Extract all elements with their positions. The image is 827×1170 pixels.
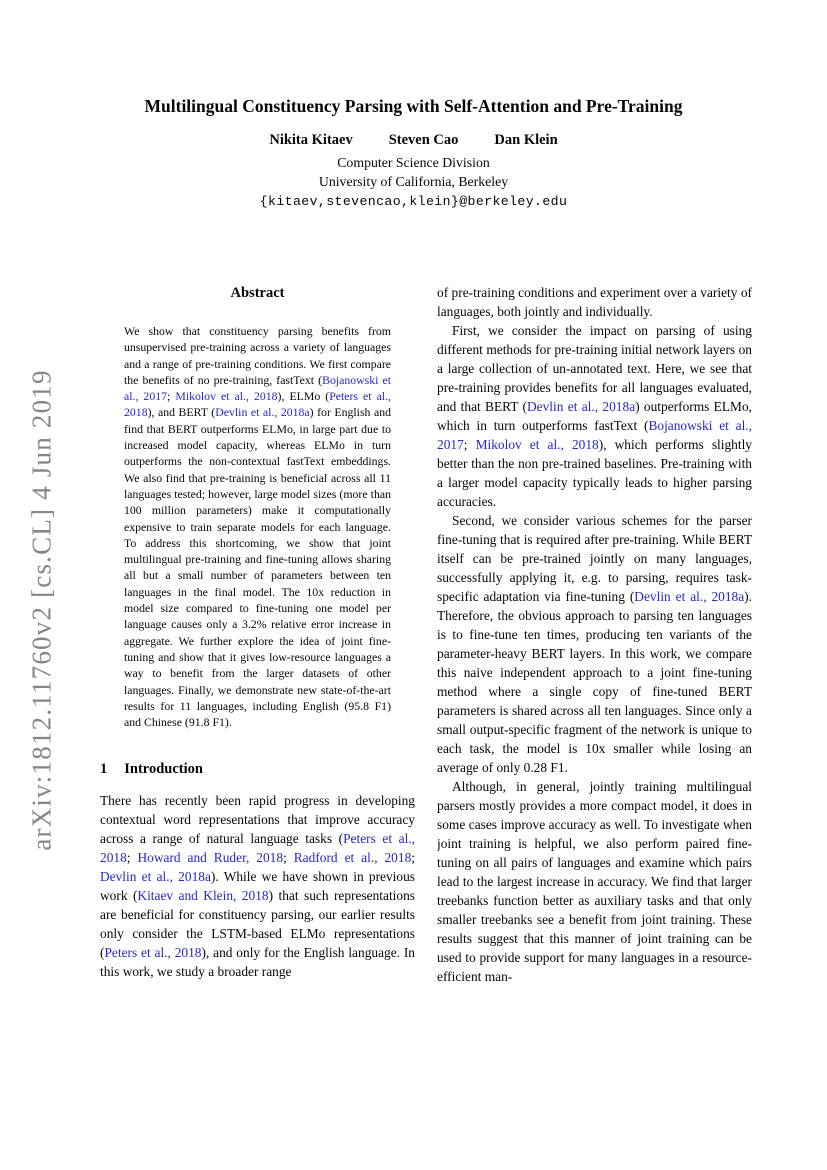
arxiv-watermark: arXiv:1812.11760v2 [cs.CL] 4 Jun 2019: [26, 369, 57, 851]
citation-link[interactable]: Mikolov et al., 2018: [175, 389, 278, 404]
citation-link[interactable]: Radford et al., 2018: [293, 850, 412, 866]
paper-title: Multilingual Constituency Parsing with Self-Attention and Pre-Training: [144, 96, 683, 116]
text-segment: ) for English and find that BERT outperforms ELMo, in large part due to increased model capacity, whereas ELMo in turn outperforms the non-contextual fastText embeddings. We also find that pre-training is beneficial across all 11 languages tested; however, large model sizes (more than 100 million parameters) make it computationally expensive to train separate models for each language. To address this shortcoming, we show that joint multilingual pre-training and fine-tuning allows sharing all but a small number of parameters between ten languages in the final model. The 10x reduction in model size compared to fine-tuning one model per language causes only a 3.2% relative error increase in aggregate. We further explore the idea of joint fine-tuning and show that it gives low-resource languages a way to benefit from the larger datasets of other languages. Finally, we demonstrate new state-of-the-art results for 11 languages, including English (95.8 F1) and Chinese (91.8 F1).: [124, 405, 391, 730]
citation-link[interactable]: Bojanowski et al., 2017: [124, 372, 392, 404]
author-name: Nikita Kitaev: [269, 132, 353, 148]
citation-link[interactable]: Mikolov et al., 2018: [475, 437, 599, 452]
text-segment: ;: [167, 389, 176, 404]
intro-paragraph: [100, 791, 415, 981]
text-segment: ). While we have shown in previous work (: [100, 869, 415, 904]
paragraph-second-point: [437, 511, 752, 777]
affiliation-division: Computer Science Division: [337, 155, 490, 170]
affiliation-university: University of California, Berkeley: [318, 174, 509, 189]
text-segment: First, we consider the impact on parsing of using different methods for pre-training initial network layers on a large collection of un-annotated text. Here, we see that pre-training provides benefits for all languages evaluated, and that BERT (: [437, 323, 752, 414]
section-heading-introduction: [100, 760, 415, 778]
citation-link[interactable]: Devlin et al., 2018a: [100, 869, 211, 885]
text-segment: There has recently been rapid progress in developing contextual word representations that improve accuracy across a range of natural language tasks (: [100, 793, 415, 847]
text-segment: ;: [411, 850, 415, 866]
paragraph-joint-training: [437, 777, 752, 986]
text-segment: ). Therefore, the obvious approach to parsing ten languages is to fine-tune ten times, producing ten variants of the parameter-heavy BERT layers. In this work, we compare this naive independent approach to a joint fine-tuning method where a single copy of fine-tuned BERT parameters is shared across all ten languages. Since only a small output-specific fragment of the network is unique to each task, the model is 10x smaller while losing an average of only 0.28 F1.: [437, 589, 752, 775]
citation-link[interactable]: Howard and Ruder, 2018: [137, 850, 284, 866]
citation-link[interactable]: Kitaev and Klein, 2018: [137, 888, 269, 904]
author-emails: {kitaev,stevencao,klein}@berkeley.edu: [259, 194, 568, 209]
two-column-body: [100, 283, 752, 1163]
citation-link[interactable]: Peters et al., 2018: [100, 831, 415, 866]
paragraph-continuation: [437, 283, 752, 321]
citation-link[interactable]: Peters et al., 2018: [104, 945, 202, 961]
text-segment: ;: [126, 850, 138, 866]
author-name: Steven Cao: [388, 132, 459, 148]
left-column: [100, 283, 415, 1163]
abstract-heading: Abstract: [230, 285, 285, 301]
citation-link[interactable]: Devlin et al., 2018a: [527, 399, 636, 414]
text-segment: ), and BERT (: [147, 405, 216, 420]
text-segment: ) outperforms ELMo, which in turn outperforms fastText (: [437, 399, 752, 433]
citation-link[interactable]: Devlin et al., 2018a: [215, 405, 310, 420]
citation-link[interactable]: Bojanowski et al., 2017: [437, 418, 752, 452]
section-number: 1: [100, 761, 108, 778]
paragraph-first-point: [437, 321, 752, 511]
abstract-text: [124, 323, 391, 730]
text-segment: We show that constituency parsing benefits from unsupervised pre-training across a variety of languages and a range of pre-training conditions. We first compare the benefits of no pre-training, fastText (: [124, 324, 391, 387]
right-column: [437, 283, 752, 1163]
text-segment: ) that such representations are beneficial for constituency parsing, our earlier results only consider the LSTM-based ELMo representations (: [100, 888, 415, 961]
citation-link[interactable]: Peters et al., 2018: [124, 389, 391, 420]
text-segment: ;: [463, 437, 476, 452]
author-name: Dan Klein: [494, 132, 558, 148]
text-segment: ;: [283, 850, 294, 866]
text-segment: Although, in general, jointly training multilingual parsers mostly provides a more compact model, it does in some cases improve accuracy as well. To investigate when joint training is helpful, we also perform paired fine-tuning on all pairs of languages and examine which pairs lead to the largest increase in accuracy. We find that larger treebanks function better as auxiliary tasks and that only smaller treebanks see a benefit from joint training. These results suggest that this manner of joint training can be used to provide support for many languages in a resource-efficient man-: [437, 779, 752, 984]
text-segment: ), and only for the English language. In this work, we study a broader range: [100, 945, 415, 980]
text-segment: ), which performs slightly better than the non pre-trained baselines. Pre-training with a larger model capacity typically leads to higher parsing accuracies.: [437, 437, 752, 509]
text-segment: of pre-training conditions and experiment over a variety of languages, both jointly and individually.: [437, 285, 752, 319]
text-segment: Second, we consider various schemes for the parser fine-tuning that is required after pre-training. While BERT itself can be pre-trained jointly on many languages, successfully applying it, e.g. to parsing, requires task-specific adaptation via fine-tuning (: [437, 513, 752, 604]
author-list: [0, 132, 827, 149]
section-title: Introduction: [124, 761, 203, 778]
citation-link[interactable]: Devlin et al., 2018a: [634, 589, 745, 604]
text-segment: ), ELMo (: [277, 389, 330, 404]
